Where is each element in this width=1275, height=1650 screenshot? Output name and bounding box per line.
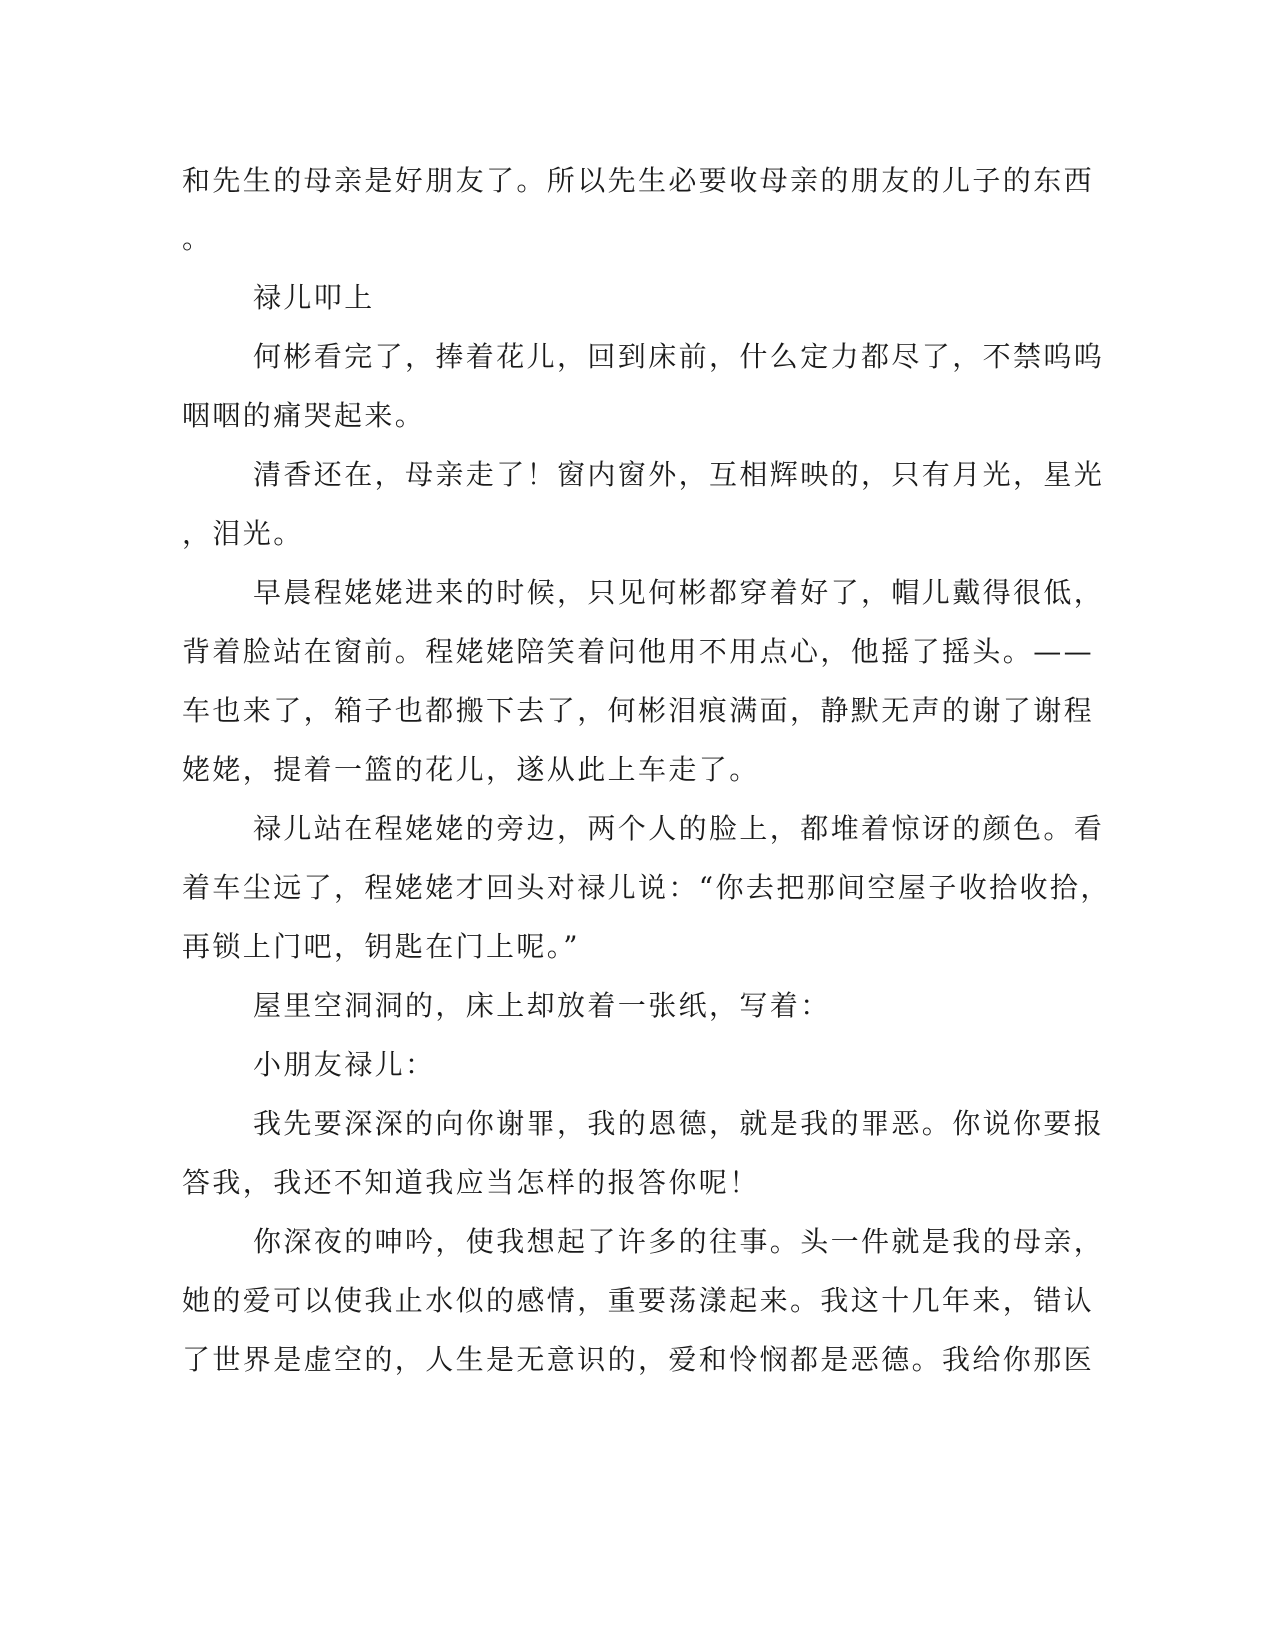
text-line: 再锁上门吧，钥匙在门上呢。” — [182, 930, 580, 963]
text-line: 答我，我还不知道我应当怎样的报答你呢！ — [182, 1166, 760, 1199]
text-line: 和先生的母亲是好朋友了。所以先生必要收母亲的朋友的儿子的东西 — [182, 164, 1095, 197]
text-line: 早晨程姥姥进来的时候，只见何彬都穿着好了，帽儿戴得很低， — [253, 576, 1105, 609]
text-line: 咽咽的痛哭起来。 — [182, 399, 426, 432]
text-line: 她的爱可以使我止水似的感情，重要荡漾起来。我这十几年来，错认 — [182, 1284, 1095, 1317]
text-line: 屋里空洞洞的，床上却放着一张纸，写着： — [253, 989, 831, 1022]
text-line: 姥姥，提着一篮的花儿，遂从此上车走了。 — [182, 753, 760, 786]
text-line: 清香还在，母亲走了！窗内窗外，互相辉映的，只有月光，星光 — [253, 458, 1105, 491]
text-line: 。 — [182, 222, 213, 255]
text-line: 了世界是虚空的，人生是无意识的，爱和怜悯都是恶德。我给你那医 — [182, 1343, 1095, 1376]
text-line: 何彬看完了，捧着花儿，回到床前，什么定力都尽了，不禁呜呜 — [253, 340, 1105, 373]
text-line: 我先要深深的向你谢罪，我的恩德，就是我的罪恶。你说你要报 — [253, 1107, 1105, 1140]
text-line: 禄儿站在程姥姥的旁边，两个人的脸上，都堆着惊讶的颜色。看 — [253, 812, 1105, 845]
text-line: 小朋友禄儿： — [253, 1048, 436, 1081]
text-line: 你深夜的呻吟，使我想起了许多的往事。头一件就是我的母亲， — [253, 1225, 1105, 1258]
text-line: ，泪光。 — [182, 517, 304, 550]
text-line: 禄儿叩上 — [253, 281, 375, 314]
text-line: 背着脸站在窗前。程姥姥陪笑着问他用不用点心，他摇了摇头。—— — [182, 635, 1095, 668]
text-line: 车也来了，箱子也都搬下去了，何彬泪痕满面，静默无声的谢了谢程 — [182, 694, 1095, 727]
text-line: 着车尘远了，程姥姥才回头对禄儿说：“你去把那间空屋子收拾收拾， — [182, 871, 1111, 904]
